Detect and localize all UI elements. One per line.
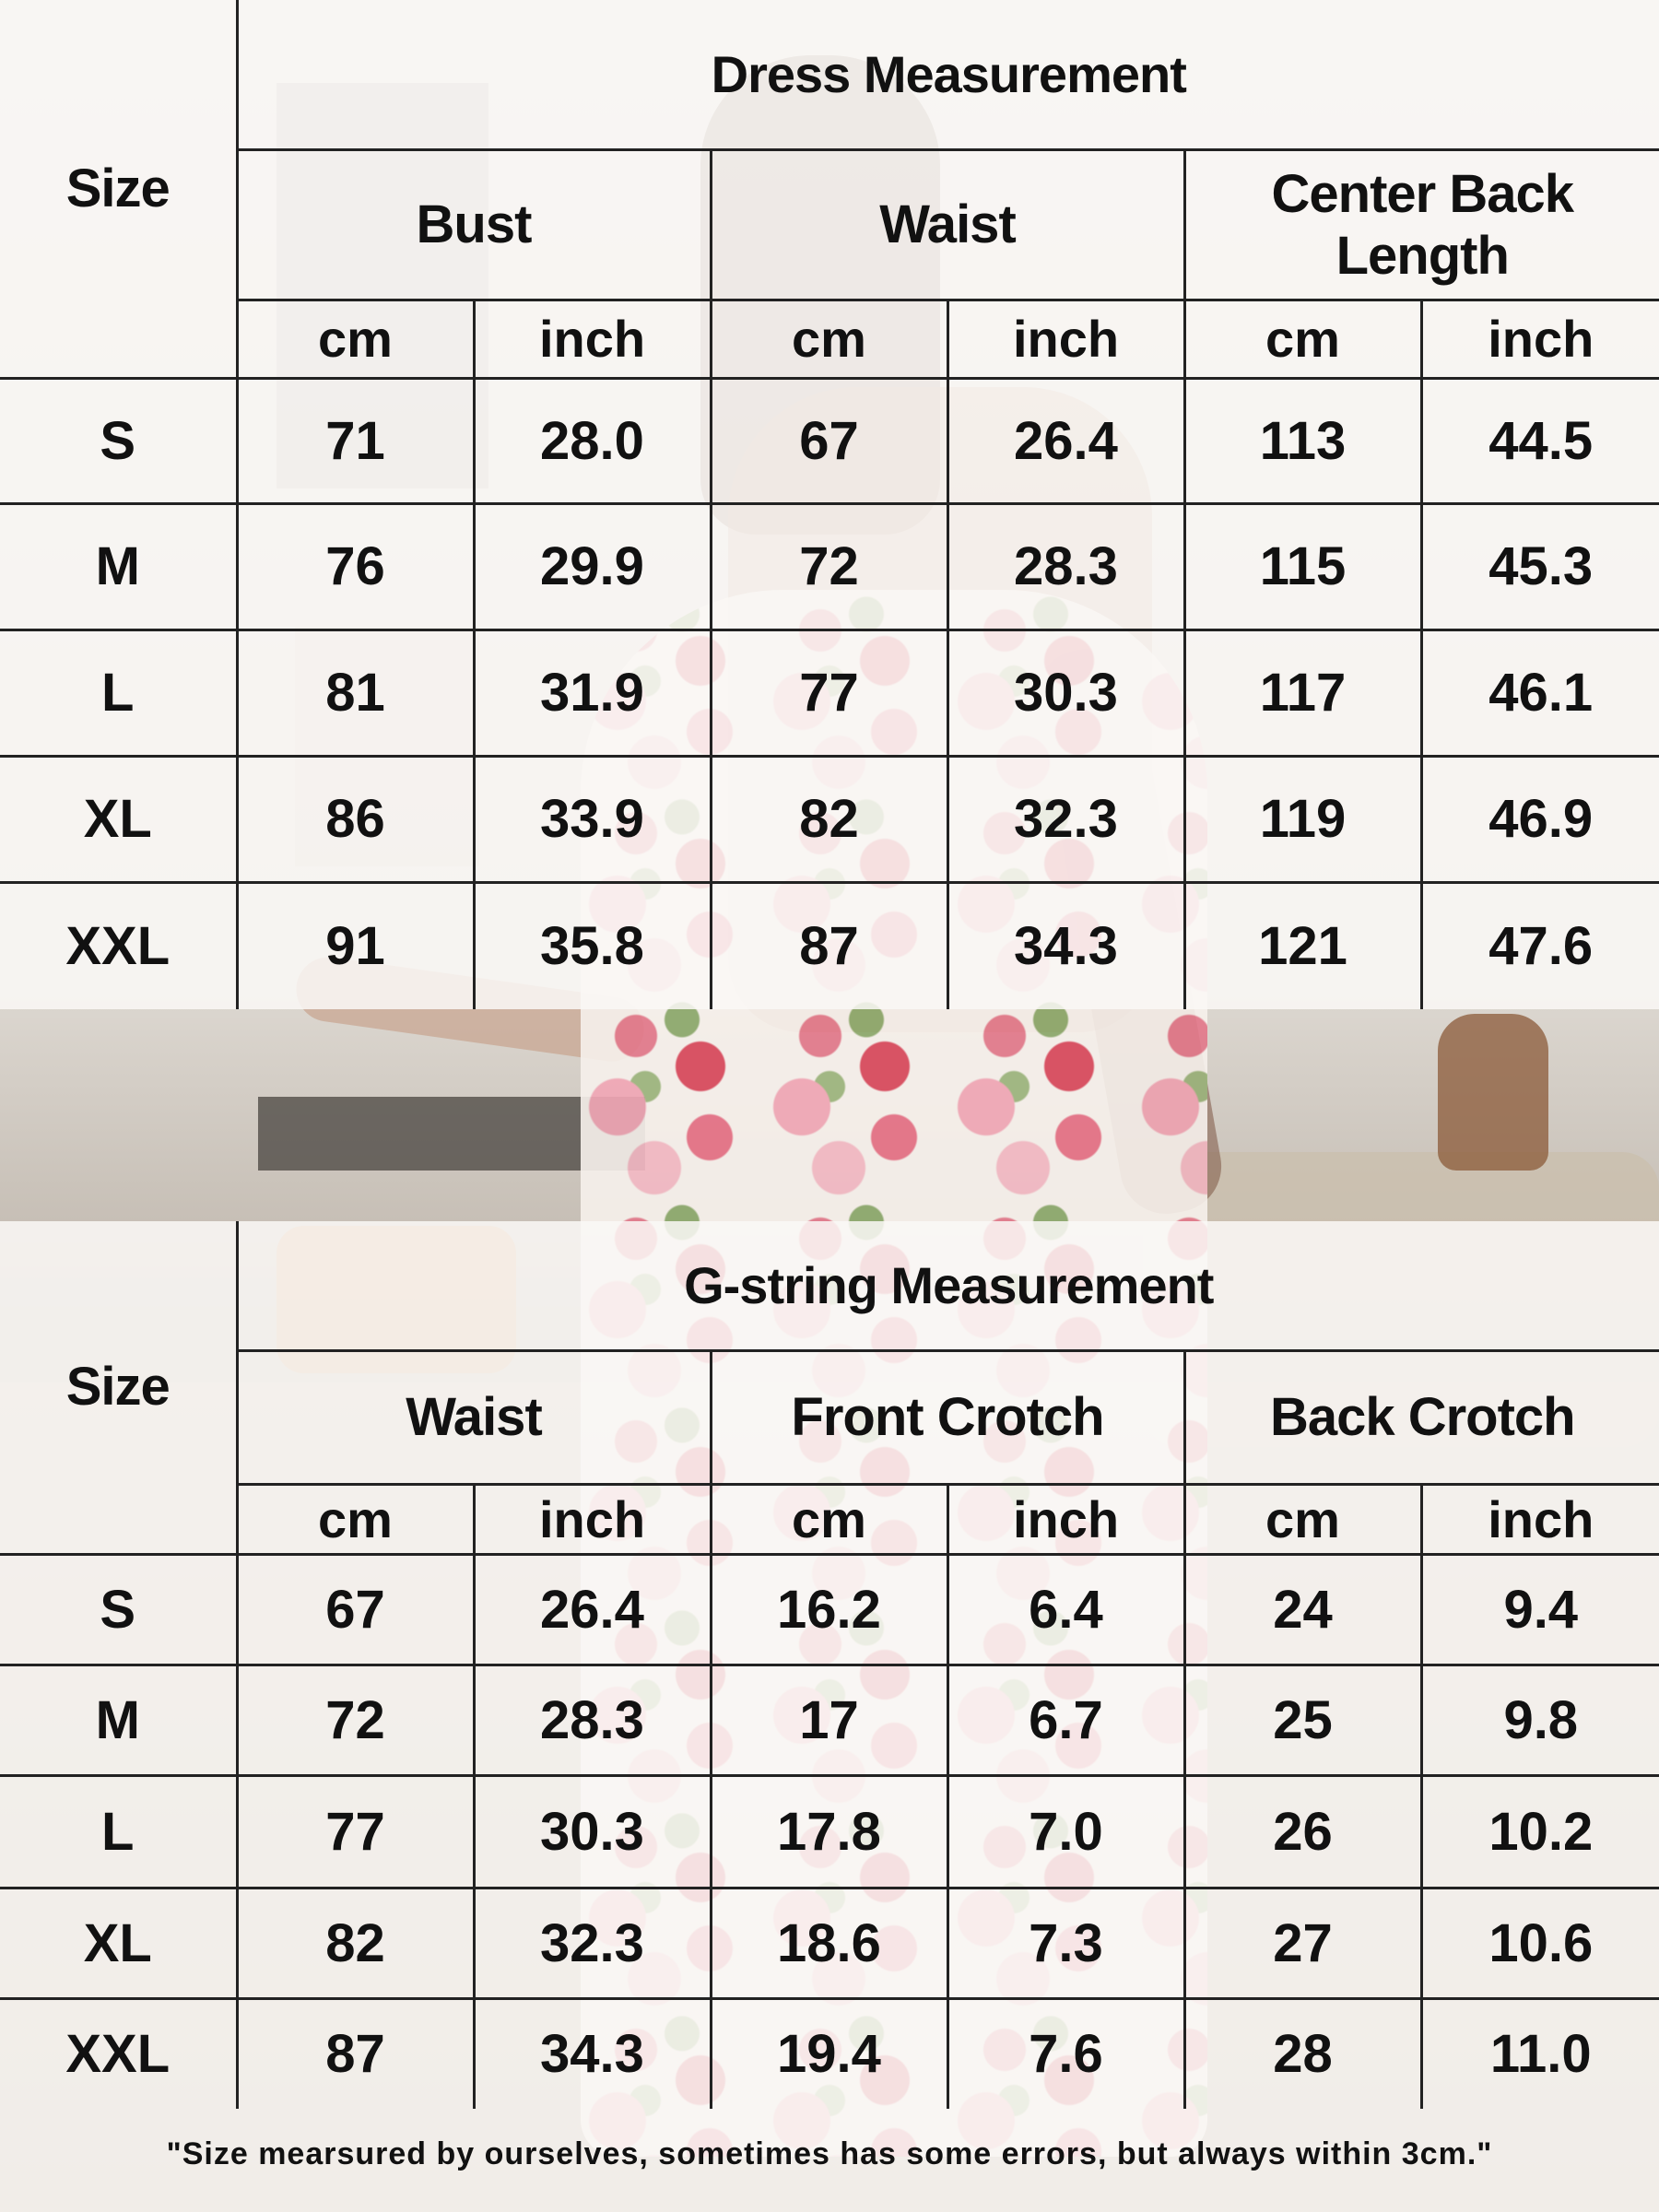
value-cell: 10.2 <box>1421 1775 1659 1888</box>
value-cell: 46.9 <box>1421 756 1659 882</box>
table-row <box>0 1665 1659 1775</box>
value-cell: 32.3 <box>947 756 1184 882</box>
value-cell: 28.3 <box>947 503 1184 629</box>
table-title: G-string Measurement <box>237 1221 1659 1350</box>
value-cell: 9.4 <box>1421 1554 1659 1665</box>
unit-header: cm <box>237 1484 474 1554</box>
value-cell: 115 <box>1184 503 1421 629</box>
size-header: Size <box>0 1221 237 1554</box>
value-cell: 47.6 <box>1488 916 1594 977</box>
value-cell: 44.5 <box>1421 378 1659 503</box>
value-cell: 46.1 <box>1421 629 1659 756</box>
value-cell: 121 <box>1184 882 1421 1009</box>
value-cell: 6.7 <box>947 1665 1184 1775</box>
group-header-back-crotch: Back Crotch <box>1184 1350 1659 1484</box>
value-cell: 76 <box>237 503 474 629</box>
value-cell: 117 <box>1184 629 1421 756</box>
value-cell: 7.6 <box>947 1998 1184 2109</box>
size-label: XXL <box>0 882 237 1009</box>
value-cell: 87 <box>711 882 947 1009</box>
measurement-disclaimer: "Size mearsured by ourselves, sometimes has some errors, but always within 3cm." <box>166 2136 1493 2171</box>
size-label: XL <box>0 756 237 882</box>
unit-header: cm <box>711 1484 947 1554</box>
value-cell: 24 <box>1184 1554 1421 1665</box>
size-label: M <box>0 503 237 629</box>
value-cell: 81 <box>237 629 474 756</box>
value-cell: 10.6 <box>1421 1888 1659 1998</box>
size-label: XXL <box>0 1998 237 2109</box>
value-cell: 33.9 <box>474 756 711 882</box>
value-cell: 28.3 <box>474 1665 711 1775</box>
value-cell: 29.9 <box>474 503 711 629</box>
value-cell: 31.9 <box>474 629 711 756</box>
value-cell: 7.0 <box>947 1775 1184 1888</box>
group-header-front-crotch: Front Crotch <box>711 1350 1184 1484</box>
value-cell: 113 <box>1184 378 1421 503</box>
value-cell: 82 <box>711 756 947 882</box>
value-cell: 77 <box>237 1775 474 1888</box>
value-cell: 30.3 <box>947 629 1184 756</box>
value-cell: 71 <box>237 378 474 503</box>
table-row <box>0 1554 1659 1665</box>
value-cell: 17 <box>711 1665 947 1775</box>
size-label: XL <box>0 1888 237 1998</box>
value-cell: 26.4 <box>474 1554 711 1665</box>
table-row <box>0 503 1659 629</box>
unit-header: cm <box>1184 1484 1421 1554</box>
size-label: S <box>0 378 237 503</box>
value-cell: 18.6 <box>711 1888 947 1998</box>
value-cell: 67 <box>237 1554 474 1665</box>
size-label: L <box>0 629 237 756</box>
value-cell: 72 <box>711 503 947 629</box>
group-header-center-back-length: Center Back Length <box>1184 149 1659 300</box>
size-label: M <box>0 1665 237 1775</box>
value-cell: 119 <box>1184 756 1421 882</box>
value-cell: 34.3 <box>947 882 1184 1009</box>
group-header-bust: Bust <box>237 149 711 300</box>
value-cell: 45.3 <box>1421 503 1659 629</box>
unit-header: inch <box>1421 300 1659 378</box>
value-cell: 7.3 <box>947 1888 1184 1998</box>
value-cell: 26 <box>1184 1775 1421 1888</box>
value-cell: 26.4 <box>947 378 1184 503</box>
table-row <box>0 756 1659 882</box>
table-row <box>0 1998 1659 2109</box>
value-cell: 11.0 <box>1489 2024 1592 2085</box>
value-cell: 86 <box>237 756 474 882</box>
vase <box>1438 1014 1548 1171</box>
value-cell: 87 <box>237 1998 474 2109</box>
group-header-waist: Waist <box>711 149 1184 300</box>
table-row <box>0 1775 1659 1888</box>
value-cell: 28 <box>1184 1998 1421 2109</box>
unit-header: inch <box>1421 1484 1659 1554</box>
value-cell: 19.4 <box>711 1998 947 2109</box>
value-cell: 32.3 <box>474 1888 711 1998</box>
table-row <box>0 629 1659 756</box>
unit-header: cm <box>1184 300 1421 378</box>
unit-header: inch <box>474 300 711 378</box>
value-cell: 30.3 <box>474 1775 711 1888</box>
dress-measurement-table <box>0 0 1659 1009</box>
value-cell: 72 <box>237 1665 474 1775</box>
size-label: S <box>0 1554 237 1665</box>
unit-header: cm <box>711 300 947 378</box>
value-cell: 25 <box>1184 1665 1421 1775</box>
value-cell: 82 <box>237 1888 474 1998</box>
group-header-waist: Waist <box>237 1350 711 1484</box>
value-cell: 6.4 <box>947 1554 1184 1665</box>
value-cell: 77 <box>711 629 947 756</box>
table-title: Dress Measurement <box>237 0 1659 149</box>
size-label: L <box>0 1775 237 1888</box>
unit-header: cm <box>237 300 474 378</box>
value-cell: 35.8 <box>474 882 711 1009</box>
value-cell: 17.8 <box>711 1775 947 1888</box>
value-cell: 9.8 <box>1421 1665 1659 1775</box>
table-row <box>0 378 1659 503</box>
unit-header: inch <box>947 1484 1184 1554</box>
gstring-measurement-table <box>0 1221 1659 2109</box>
value-cell: 91 <box>237 882 474 1009</box>
value-cell: 67 <box>711 378 947 503</box>
value-cell: 27 <box>1184 1888 1421 1998</box>
unit-header: inch <box>947 300 1184 378</box>
table-row <box>0 1888 1659 1998</box>
unit-header: inch <box>474 1484 711 1554</box>
table-row <box>0 882 1659 1009</box>
value-cell: 28.0 <box>474 378 711 503</box>
value-cell: 16.2 <box>711 1554 947 1665</box>
value-cell: 34.3 <box>474 1998 711 2109</box>
size-header: Size <box>0 0 237 378</box>
